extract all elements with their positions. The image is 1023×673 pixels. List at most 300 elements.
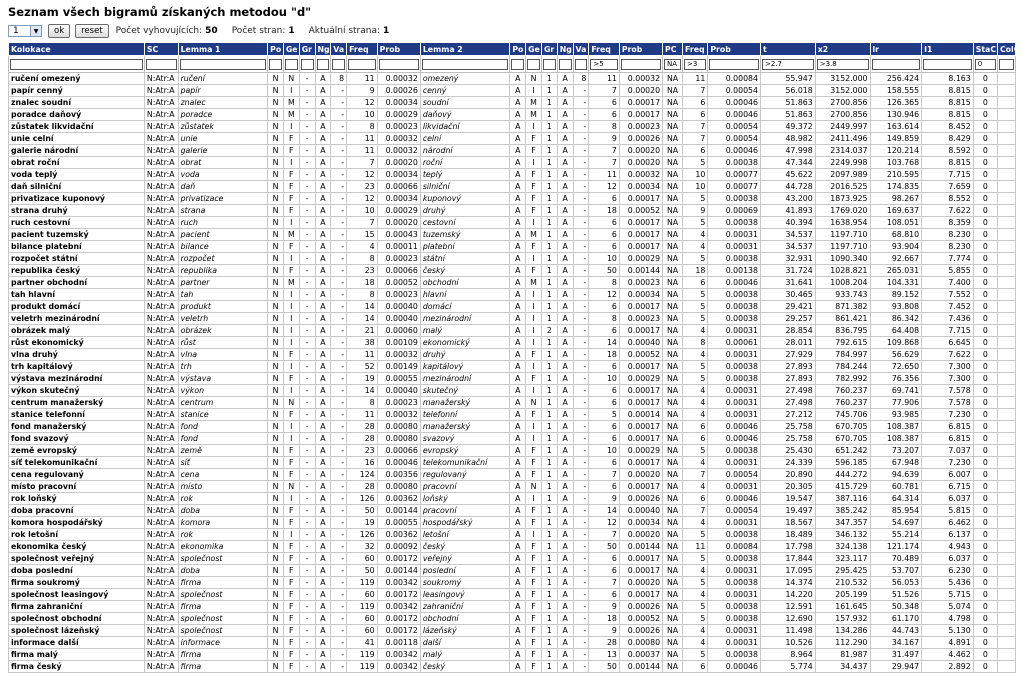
- filter-input-i1[interactable]: [923, 59, 972, 70]
- filter-input-ng2[interactable]: [559, 59, 572, 70]
- cell-pc: NA: [663, 157, 683, 169]
- cell-colc: [997, 169, 1015, 181]
- cell-gr1: -: [299, 421, 315, 433]
- cell-freq2: 50: [589, 541, 620, 553]
- cell-ge2: I: [526, 157, 542, 169]
- cell-freq2: 6: [589, 229, 620, 241]
- cell-sc: N:Atr:A: [144, 625, 178, 637]
- column-header-i1[interactable]: I1: [922, 43, 974, 56]
- table-row[interactable]: [9, 265, 1016, 277]
- column-header-ng2[interactable]: Ng: [557, 43, 573, 56]
- cell-va2: -: [573, 445, 589, 457]
- cell-prob1: 0.00080: [377, 433, 420, 445]
- cell-po2: A: [510, 157, 526, 169]
- table-row[interactable]: [9, 661, 1016, 673]
- cell-sc: N:Atr:A: [144, 145, 178, 157]
- filter-input-prob[interactable]: [709, 59, 759, 70]
- table-row[interactable]: [9, 613, 1016, 625]
- cell-stac: 0: [973, 205, 997, 217]
- chevron-down-icon[interactable]: ▼: [30, 26, 41, 36]
- cell-lemma2: ekonomický: [420, 337, 510, 349]
- column-header-stac[interactable]: StaC: [973, 43, 997, 56]
- filter-input-ge1[interactable]: [285, 59, 298, 70]
- filter-input-colc[interactable]: [999, 59, 1014, 70]
- table-row[interactable]: [9, 565, 1016, 577]
- cell-colc: [997, 421, 1015, 433]
- cell-i1: 8.815: [922, 97, 974, 109]
- table-row[interactable]: [9, 433, 1016, 445]
- cell-stac: 0: [973, 289, 997, 301]
- table-row[interactable]: [9, 169, 1016, 181]
- column-header-ge2[interactable]: Ge: [526, 43, 542, 56]
- filter-input-lemma1[interactable]: [180, 59, 267, 70]
- cell-sc: N:Atr:A: [144, 217, 178, 229]
- column-header-freq2[interactable]: Freq: [589, 43, 620, 56]
- cell-lr: 72.650: [870, 361, 922, 373]
- cell-gr2: 1: [541, 589, 557, 601]
- cell-va1: -: [331, 181, 347, 193]
- table-row[interactable]: [9, 457, 1016, 469]
- cell-ng1: A: [315, 133, 331, 145]
- cell-va1: -: [331, 85, 347, 97]
- cell-prob: 0.00046: [708, 493, 761, 505]
- filter-input-gr2[interactable]: [543, 59, 556, 70]
- cell-prob1: 0.00092: [377, 541, 420, 553]
- column-header-gr2[interactable]: Gr: [541, 43, 557, 56]
- cell-ge1: F: [283, 637, 299, 649]
- cell-va2: -: [573, 277, 589, 289]
- cell-i1: 7.230: [922, 457, 974, 469]
- cell-prob1: 0.00172: [377, 589, 420, 601]
- cell-po2: A: [510, 433, 526, 445]
- cell-colc: [997, 445, 1015, 457]
- cell-pc: NA: [663, 457, 683, 469]
- cell-colc: [997, 109, 1015, 121]
- table-body: [9, 73, 1016, 673]
- column-header-po1[interactable]: Po: [268, 43, 284, 56]
- column-header-prob2[interactable]: Prob: [619, 43, 662, 56]
- cell-prob2: 0.00144: [619, 541, 662, 553]
- cell-freq1: 10: [347, 205, 378, 217]
- cell-lemma2: leasingový: [420, 589, 510, 601]
- table-row[interactable]: [9, 337, 1016, 349]
- cell-ge2: F: [526, 409, 542, 421]
- cell-va2: -: [573, 193, 589, 205]
- cell-freq1: 8: [347, 121, 378, 133]
- cell-freq: 4: [683, 397, 708, 409]
- cell-lemma2: platební: [420, 241, 510, 253]
- cell-prob2: 0.00034: [619, 517, 662, 529]
- table-row[interactable]: [9, 637, 1016, 649]
- cell-i1: 7.659: [922, 181, 974, 193]
- column-header-kolokace[interactable]: Kolokace: [9, 43, 145, 56]
- column-header-prob1[interactable]: Prob: [377, 43, 420, 56]
- cell-va1: -: [331, 565, 347, 577]
- table-row[interactable]: [9, 181, 1016, 193]
- table-row[interactable]: [9, 409, 1016, 421]
- table-row[interactable]: [9, 109, 1016, 121]
- cell-prob2: 0.00034: [619, 181, 662, 193]
- table-row[interactable]: [9, 157, 1016, 169]
- cell-colc: [997, 193, 1015, 205]
- filter-input-ge2[interactable]: [527, 59, 540, 70]
- table-row[interactable]: [9, 193, 1016, 205]
- cell-po2: A: [510, 421, 526, 433]
- filter-input-stac[interactable]: [975, 59, 996, 70]
- cell-prob1: 0.00032: [377, 409, 420, 421]
- cell-va2: -: [573, 325, 589, 337]
- cell-pc: NA: [663, 577, 683, 589]
- matches-label: Počet vyhovujících:: [115, 26, 203, 36]
- cell-lemma1: obrat: [178, 157, 268, 169]
- cell-po2: A: [510, 361, 526, 373]
- cell-lr: 77.906: [870, 397, 922, 409]
- cell-ng2: A: [557, 661, 573, 673]
- cell-gr1: -: [299, 121, 315, 133]
- table-row[interactable]: [9, 301, 1016, 313]
- cell-gr2: 1: [541, 601, 557, 613]
- cell-ge1: I: [283, 385, 299, 397]
- cell-po1: N: [268, 421, 284, 433]
- cell-ng2: A: [557, 433, 573, 445]
- cell-lemma1: tah: [178, 289, 268, 301]
- cell-colc: [997, 565, 1015, 577]
- cell-ge2: F: [526, 169, 542, 181]
- cell-prob: 0.00038: [708, 301, 761, 313]
- cell-ge2: F: [526, 265, 542, 277]
- cell-va2: -: [573, 97, 589, 109]
- cell-ng1: A: [315, 397, 331, 409]
- table-row[interactable]: [9, 529, 1016, 541]
- cell-ge1: F: [283, 517, 299, 529]
- table-row[interactable]: [9, 289, 1016, 301]
- cell-po1: N: [268, 145, 284, 157]
- cell-stac: 0: [973, 409, 997, 421]
- table-row[interactable]: [9, 445, 1016, 457]
- table-row[interactable]: [9, 133, 1016, 145]
- cell-sc: N:Atr:A: [144, 529, 178, 541]
- table-row[interactable]: [9, 541, 1016, 553]
- table-row[interactable]: [9, 73, 1016, 85]
- cell-prob1: 0.00029: [377, 205, 420, 217]
- cell-kolokace: informace další: [9, 637, 145, 649]
- cell-ge2: F: [526, 517, 542, 529]
- cell-va2: -: [573, 217, 589, 229]
- column-header-colc[interactable]: ColC: [997, 43, 1015, 56]
- cell-x2: 836.795: [815, 325, 870, 337]
- cell-gr1: -: [299, 625, 315, 637]
- cell-ge2: F: [526, 349, 542, 361]
- cell-po1: N: [268, 637, 284, 649]
- table-row[interactable]: [9, 205, 1016, 217]
- cell-kolokace: síť telekomunikační: [9, 457, 145, 469]
- cell-va2: -: [573, 229, 589, 241]
- cell-ge1: I: [283, 313, 299, 325]
- table-row[interactable]: [9, 601, 1016, 613]
- cell-freq: 5: [683, 649, 708, 661]
- table-row[interactable]: [9, 277, 1016, 289]
- cell-lemma2: manažerský: [420, 397, 510, 409]
- cell-ge1: I: [283, 85, 299, 97]
- cell-gr2: 1: [541, 301, 557, 313]
- cell-prob: 0.00038: [708, 553, 761, 565]
- cell-prob1: 0.00020: [377, 217, 420, 229]
- table-row[interactable]: [9, 385, 1016, 397]
- cell-stac: 0: [973, 325, 997, 337]
- cell-i1: 5.436: [922, 577, 974, 589]
- cell-sc: N:Atr:A: [144, 133, 178, 145]
- column-header-po2[interactable]: Po: [510, 43, 526, 56]
- table-row[interactable]: [9, 553, 1016, 565]
- table-row[interactable]: [9, 361, 1016, 373]
- table-row[interactable]: [9, 253, 1016, 265]
- table-row[interactable]: [9, 589, 1016, 601]
- column-header-lemma2[interactable]: Lemma 2: [420, 43, 510, 56]
- cell-gr2: 1: [541, 433, 557, 445]
- cell-freq2: 6: [589, 433, 620, 445]
- column-header-va1[interactable]: Va: [331, 43, 347, 56]
- cell-ge2: I: [526, 493, 542, 505]
- cell-ng2: A: [557, 205, 573, 217]
- filter-input-lr[interactable]: [872, 59, 921, 70]
- filter-input-sc[interactable]: [146, 59, 177, 70]
- cell-lemma2: evropský: [420, 445, 510, 457]
- page-select[interactable]: [8, 25, 42, 37]
- cell-lemma2: domácí: [420, 301, 510, 313]
- cell-po2: A: [510, 325, 526, 337]
- cell-ng1: A: [315, 325, 331, 337]
- cell-va2: -: [573, 661, 589, 673]
- cell-pc: NA: [663, 301, 683, 313]
- cell-ng2: A: [557, 613, 573, 625]
- cell-freq1: 119: [347, 649, 378, 661]
- cell-prob1: 0.00055: [377, 373, 420, 385]
- filter-input-va1[interactable]: [332, 59, 345, 70]
- cell-po1: N: [268, 505, 284, 517]
- cell-ge2: F: [526, 625, 542, 637]
- column-header-x2[interactable]: x2: [815, 43, 870, 56]
- cell-colc: [997, 613, 1015, 625]
- cell-va2: -: [573, 361, 589, 373]
- filter-input-va2[interactable]: [575, 59, 588, 70]
- cell-ge1: F: [283, 613, 299, 625]
- ok-button[interactable]: ok: [48, 24, 70, 38]
- cell-pc: NA: [663, 613, 683, 625]
- column-header-ng1[interactable]: Ng: [315, 43, 331, 56]
- cell-freq2: 10: [589, 445, 620, 457]
- cell-i1: 6.462: [922, 517, 974, 529]
- cell-colc: [997, 73, 1015, 85]
- cell-freq: 5: [683, 577, 708, 589]
- table-row[interactable]: [9, 397, 1016, 409]
- cell-va1: -: [331, 613, 347, 625]
- cell-lemma1: strana: [178, 205, 268, 217]
- cell-va1: -: [331, 469, 347, 481]
- table-row[interactable]: [9, 85, 1016, 97]
- filter-input-x2[interactable]: [817, 59, 869, 70]
- page-title: Seznam všech bigramů získaných metodou "d": [8, 5, 312, 19]
- cell-lr: 67.948: [870, 457, 922, 469]
- cell-lemma1: rok: [178, 493, 268, 505]
- cell-po1: N: [268, 193, 284, 205]
- cell-colc: [997, 229, 1015, 241]
- cell-lemma1: cena: [178, 469, 268, 481]
- cell-ge1: F: [283, 373, 299, 385]
- filter-input-lemma2[interactable]: [422, 59, 509, 70]
- cell-sc: N:Atr:A: [144, 445, 178, 457]
- cell-ge1: F: [283, 649, 299, 661]
- column-header-va2[interactable]: Va: [573, 43, 589, 56]
- cell-i1: 6.230: [922, 565, 974, 577]
- cell-sc: N:Atr:A: [144, 181, 178, 193]
- cell-lr: 98.267: [870, 193, 922, 205]
- filter-cell: [299, 56, 315, 73]
- table-row[interactable]: [9, 241, 1016, 253]
- cell-po1: N: [268, 385, 284, 397]
- cell-lemma1: republika: [178, 265, 268, 277]
- cell-gr2: 1: [541, 145, 557, 157]
- column-header-gr1[interactable]: Gr: [299, 43, 315, 56]
- filter-cell: [922, 56, 974, 73]
- cell-lemma2: obchodní: [420, 277, 510, 289]
- column-header-ge1[interactable]: Ge: [283, 43, 299, 56]
- filter-cell: [557, 56, 573, 73]
- cell-ge2: I: [526, 361, 542, 373]
- filter-input-freq2[interactable]: [590, 59, 618, 70]
- cell-ng1: A: [315, 145, 331, 157]
- column-header-lemma1[interactable]: Lemma 1: [178, 43, 268, 56]
- cell-lemma1: stanice: [178, 409, 268, 421]
- filter-input-freq1[interactable]: [348, 59, 376, 70]
- filter-input-freq[interactable]: [684, 59, 706, 70]
- filter-input-kolokace[interactable]: [10, 59, 143, 70]
- cell-ge2: F: [526, 565, 542, 577]
- cell-lemma2: hospodářský: [420, 517, 510, 529]
- cell-gr2: 1: [541, 253, 557, 265]
- table-row[interactable]: [9, 145, 1016, 157]
- cell-x2: 2700.856: [815, 109, 870, 121]
- cell-lr: 54.697: [870, 517, 922, 529]
- cell-prob1: 0.00055: [377, 517, 420, 529]
- cell-po1: N: [268, 601, 284, 613]
- column-header-lr[interactable]: lr: [870, 43, 922, 56]
- column-header-pc[interactable]: PC: [663, 43, 683, 56]
- filter-input-prob1[interactable]: [379, 59, 419, 70]
- cell-freq2: 50: [589, 661, 620, 673]
- table-row[interactable]: [9, 97, 1016, 109]
- cell-lemma2: další: [420, 637, 510, 649]
- cell-freq1: 9: [347, 85, 378, 97]
- filter-input-ng1[interactable]: [317, 59, 330, 70]
- cell-va2: -: [573, 541, 589, 553]
- cell-t: 20.890: [760, 469, 815, 481]
- cell-lemma1: ekonomika: [178, 541, 268, 553]
- filter-input-pc[interactable]: [664, 59, 681, 70]
- table-row[interactable]: [9, 505, 1016, 517]
- cell-gr2: 1: [541, 529, 557, 541]
- cell-ge1: N: [283, 481, 299, 493]
- cell-va2: -: [573, 301, 589, 313]
- cell-prob2: 0.00017: [619, 241, 662, 253]
- cell-pc: NA: [663, 505, 683, 517]
- table-row[interactable]: [9, 349, 1016, 361]
- cell-ng1: A: [315, 481, 331, 493]
- filter-input-prob2[interactable]: [621, 59, 661, 70]
- table-row[interactable]: [9, 649, 1016, 661]
- column-header-freq[interactable]: Freq: [683, 43, 708, 56]
- cell-kolokace: galerie národní: [9, 145, 145, 157]
- cell-pc: NA: [663, 397, 683, 409]
- column-header-sc[interactable]: SC: [144, 43, 178, 56]
- filter-input-gr1[interactable]: [301, 59, 314, 70]
- filter-input-po2[interactable]: [511, 59, 524, 70]
- cell-po1: N: [268, 97, 284, 109]
- filter-input-po1[interactable]: [269, 59, 282, 70]
- cell-pc: NA: [663, 313, 683, 325]
- table-row[interactable]: [9, 229, 1016, 241]
- table-row[interactable]: [9, 313, 1016, 325]
- cell-prob1: 0.00060: [377, 325, 420, 337]
- table-row[interactable]: [9, 121, 1016, 133]
- cell-gr1: -: [299, 361, 315, 373]
- column-header-prob[interactable]: Prob: [708, 43, 761, 56]
- table-row[interactable]: [9, 517, 1016, 529]
- column-header-t[interactable]: t: [760, 43, 815, 56]
- cell-freq: 5: [683, 445, 708, 457]
- cell-gr2: 1: [541, 481, 557, 493]
- table-row[interactable]: [9, 325, 1016, 337]
- cell-ge2: F: [526, 373, 542, 385]
- cell-sc: N:Atr:A: [144, 241, 178, 253]
- table-row[interactable]: [9, 481, 1016, 493]
- cell-lemma2: český: [420, 265, 510, 277]
- cell-prob2: 0.00017: [619, 457, 662, 469]
- cell-kolokace: doba pracovní: [9, 505, 145, 517]
- cell-gr2: 1: [541, 457, 557, 469]
- table-row[interactable]: [9, 625, 1016, 637]
- table-row[interactable]: [9, 217, 1016, 229]
- cell-va1: -: [331, 589, 347, 601]
- cell-ng1: A: [315, 241, 331, 253]
- cell-sc: N:Atr:A: [144, 589, 178, 601]
- table-row[interactable]: [9, 493, 1016, 505]
- cell-colc: [997, 541, 1015, 553]
- table-row[interactable]: [9, 421, 1016, 433]
- cell-po1: N: [268, 589, 284, 601]
- table-row[interactable]: [9, 373, 1016, 385]
- cell-va2: -: [573, 433, 589, 445]
- cell-prob: 0.00038: [708, 313, 761, 325]
- cell-prob1: 0.00023: [377, 289, 420, 301]
- filter-cell: [347, 56, 378, 73]
- cell-lemma2: malý: [420, 649, 510, 661]
- cell-freq2: 10: [589, 253, 620, 265]
- cell-t: 17.095: [760, 565, 815, 577]
- cell-i1: 7.400: [922, 277, 974, 289]
- reset-button[interactable]: reset: [75, 24, 109, 38]
- cell-prob2: 0.00017: [619, 97, 662, 109]
- table-row[interactable]: [9, 577, 1016, 589]
- cell-pc: NA: [663, 517, 683, 529]
- cell-x2: 324.138: [815, 541, 870, 553]
- cell-freq1: 4: [347, 241, 378, 253]
- cell-prob: 0.00046: [708, 433, 761, 445]
- cell-freq1: 11: [347, 349, 378, 361]
- column-header-freq1[interactable]: Freq: [347, 43, 378, 56]
- table-row[interactable]: [9, 469, 1016, 481]
- cell-prob1: 0.00172: [377, 553, 420, 565]
- filter-input-t[interactable]: [762, 59, 814, 70]
